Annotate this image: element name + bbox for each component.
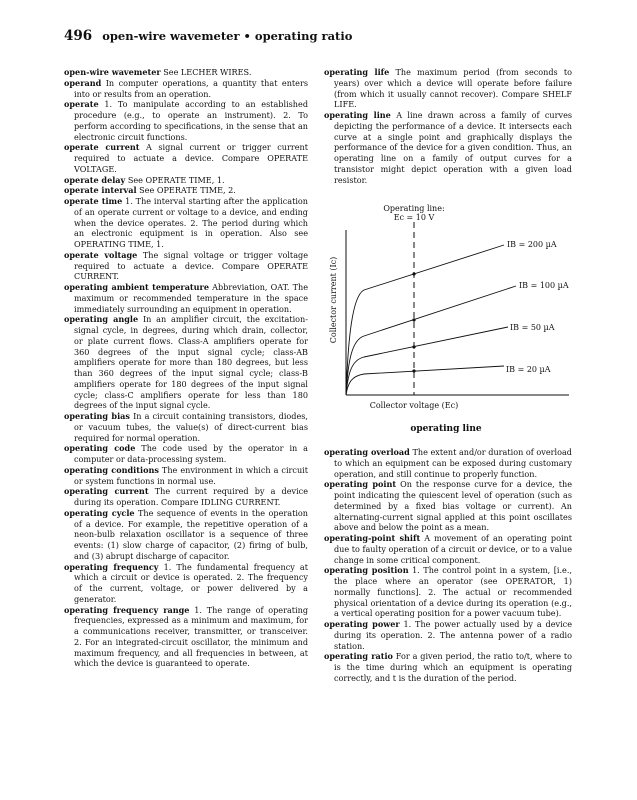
- entry-term: operating frequency range: [64, 604, 190, 615]
- entry-term: operating cycle: [64, 507, 135, 518]
- dictionary-entry: [64, 185, 308, 196]
- dictionary-entry: [324, 110, 572, 185]
- figure-caption: operating line: [410, 424, 482, 434]
- entry-term: open-wire wavemeter: [64, 67, 161, 77]
- dictionary-entry: [324, 67, 572, 110]
- entry-term: operating point: [324, 479, 397, 490]
- entry-term: operate delay: [64, 174, 126, 185]
- entry-term: operating position: [324, 565, 409, 576]
- dictionary-entry: [324, 533, 572, 565]
- entry-definition: 1. The control point in a system, [i.e., the place where an operator (see OPERATOR, 1) normally functions]. 2. The actual or recommended physical orientation of a device during its operation (e.g., a vertical operating position for a power vacuum tube).: [334, 565, 572, 619]
- running-title: open-wire wavemeter • operating ratio: [102, 29, 353, 43]
- dictionary-entry: [64, 486, 308, 508]
- entry-term: operating ratio: [324, 651, 393, 662]
- curve-50ua: [346, 327, 508, 395]
- dictionary-entry: [64, 508, 308, 562]
- curve-label-50: IB = 50 µA: [510, 323, 555, 332]
- dictionary-entry: [64, 562, 308, 605]
- dictionary-entry: [64, 67, 308, 78]
- entry-term: operating angle: [64, 314, 139, 325]
- entry-definition: The code used by the operator in a computer or data-processing system.: [74, 443, 308, 464]
- dictionary-entry: [64, 142, 308, 174]
- entry-definition: The current required by a device during its operation. Compare IDLING CURRENT.: [74, 486, 308, 507]
- running-header: [64, 28, 352, 44]
- entry-term: operate interval: [64, 185, 137, 196]
- entry-term: operating conditions: [64, 464, 159, 475]
- dictionary-entry: [324, 565, 572, 619]
- entry-definition: Abbreviation, OAT. The maximum or recommended temperature in the space immediately surrounding an equipment in operation.: [74, 282, 309, 314]
- entry-term: operate time: [64, 196, 123, 206]
- entry-definition: A line drawn across a family of curves depicting the performance of a device. It intersects each curve at a single point and graphically displays the performance of the device for a given condition. Thus, an operating line on a family of output curves for a transistor might depict operation with a given load resistor.: [334, 110, 573, 185]
- dictionary-entry: [64, 314, 308, 411]
- entry-definition: See OPERATE TIME, 1.: [127, 174, 225, 185]
- page-number: 496: [64, 28, 93, 44]
- entry-term: operating bias: [64, 411, 130, 421]
- dictionary-entry: [64, 99, 308, 142]
- dictionary-entry: [64, 411, 308, 443]
- dictionary-entry: [64, 443, 308, 465]
- dictionary-entry: [324, 651, 572, 683]
- right-column-upper: [324, 67, 572, 185]
- entry-term: operand: [64, 77, 102, 88]
- curve-label-20: IB = 20 µA: [506, 365, 551, 374]
- entry-term: operating ambient temperature: [64, 282, 209, 292]
- dictionary-entry: [324, 447, 572, 479]
- entry-term: operate current: [64, 142, 140, 153]
- curve-label-200: IB = 200 µA: [507, 240, 557, 249]
- dictionary-entry: [64, 175, 308, 186]
- right-column-lower: [324, 447, 572, 684]
- operating-point-50ua: [412, 345, 415, 348]
- y-axis-label: Collector current (Ic): [329, 256, 338, 344]
- x-axis-label: Collector voltage (Ec): [369, 401, 459, 410]
- operating-point-200ua: [412, 272, 415, 275]
- dictionary-entry: [64, 250, 308, 282]
- entry-definition: 1. The power actually used by a device during its operation. 2. The antenna power of a radio station.: [334, 619, 572, 651]
- entry-definition: A movement of an operating point due to faulty operation of a circuit or device, or to a value change in some critical component.: [334, 533, 572, 565]
- entry-definition: The maximum period (from seconds to years) over which a device will operate before failure (from which it usually cannot recover). Compare SHELF LIFE.: [334, 67, 572, 110]
- entry-definition: In a circuit containing transistors, diodes, or vacuum tubes, the value(s) of direct-current bias required for normal operation.: [74, 411, 308, 443]
- operating-point-20ua: [412, 369, 415, 372]
- entry-term: operating power: [324, 619, 400, 629]
- operating-line-figure: [324, 200, 574, 440]
- entry-term: operating overload: [324, 447, 410, 457]
- entry-term: operating line: [324, 110, 391, 120]
- curve-20ua: [346, 366, 504, 395]
- entry-term: operate voltage: [64, 249, 138, 260]
- top-label-2: Ec = 10 V: [393, 213, 435, 222]
- dictionary-entry: [324, 479, 572, 533]
- entry-term: operating life: [324, 67, 390, 77]
- entry-definition: See LECHER WIRES.: [163, 67, 252, 77]
- dictionary-entry: [64, 465, 308, 487]
- dictionary-entry: [64, 78, 308, 100]
- curve-label-100: IB = 100 µA: [519, 281, 569, 290]
- curve-100ua: [346, 286, 516, 395]
- figure-svg: [324, 200, 574, 420]
- entry-definition: 1. The interval starting after the application of an operate current or voltage to a device, and ending when the device operates. 2. The period during which an electronic equipment is in operation. Also see OPERATING TIME, 1.: [74, 196, 309, 249]
- curve-200ua: [346, 245, 504, 395]
- entry-definition: In an amplifier circuit, the excitation-signal cycle, in degrees, during which drain, collector, or plate current flows. Class-A amplifiers operate for 360 degrees of the input signal cycle; class-AB amplifiers operate for more than 180 degrees, but less than 360 degrees of the input signal cycle; class-B amplifiers operate for 180 degrees of the input signal cycle; class-C amplifiers operate for less than 180 degrees of the input signal cycle.: [74, 314, 308, 411]
- entry-definition: The environment in which a circuit or system functions in normal use.: [74, 464, 309, 486]
- entry-term: operating current: [64, 486, 149, 497]
- entry-term: operate: [64, 99, 99, 110]
- entry-term: operating code: [64, 443, 136, 454]
- entry-definition: A signal current or trigger current required to actuate a device. Compare OPERATE VOLTAGE.: [74, 142, 308, 174]
- top-label-1: Operating line:: [383, 204, 445, 213]
- left-column: [64, 67, 308, 669]
- entry-definition: On the response curve for a device, the point indicating the quiescent level of operation (such as determined by a fixed bias voltage or current). An alternating-current signal applied at this point oscillates above and below the point as a mean.: [334, 479, 572, 533]
- dictionary-entry: [324, 619, 572, 651]
- dictionary-entry: [64, 196, 308, 250]
- entry-definition: For a given period, the ratio to/t, where to is the time during which an equipment is operating correctly, and t is the duration of the period.: [334, 651, 572, 683]
- entry-definition: 1. To manipulate according to an established procedure (e.g., to operate an instrument). 2. To perform according to specifications, in the sense that an electronic circuit functions.: [74, 99, 308, 142]
- entry-term: operating frequency: [64, 561, 159, 572]
- entry-definition: In computer operations, a quantity that enters into or results from an operation.: [74, 77, 308, 99]
- dictionary-entry: [64, 282, 308, 314]
- dictionary-entry: [64, 605, 308, 670]
- entry-term: operating-point shift: [324, 533, 421, 543]
- entry-definition: See OPERATE TIME, 2.: [139, 185, 236, 196]
- operating-point-100ua: [412, 318, 415, 321]
- entry-definition: 1. The fundamental frequency at which a circuit or device is operated. 2. The frequency of the current, voltage, or power delivered by a generator.: [74, 561, 308, 604]
- entry-definition: 1. The range of operating frequencies, expressed as a minimum and maximum, for a communications receiver, transmitter, or transceiver. 2. For an integrated-circuit oscillator, the minimum and maximum frequency, and all frequencies in between, at which the device is guaranteed to operate.: [74, 604, 309, 669]
- entry-definition: The sequence of events in the operation of a device. For example, the repetitive operation of a neon-bulb relaxation oscillator is a sequence of three events: (1) slow charge of capacitor, (2) firing of bulb, and (3) abrupt discharge of capacitor.: [74, 507, 308, 561]
- entry-definition: The extent and/or duration of overload to which an equipment can be exposed during customary operation, and still continue to properly function.: [334, 447, 572, 479]
- entry-definition: The signal voltage or trigger voltage required to actuate a device. Compare OPERATE CURRENT.: [74, 249, 308, 282]
